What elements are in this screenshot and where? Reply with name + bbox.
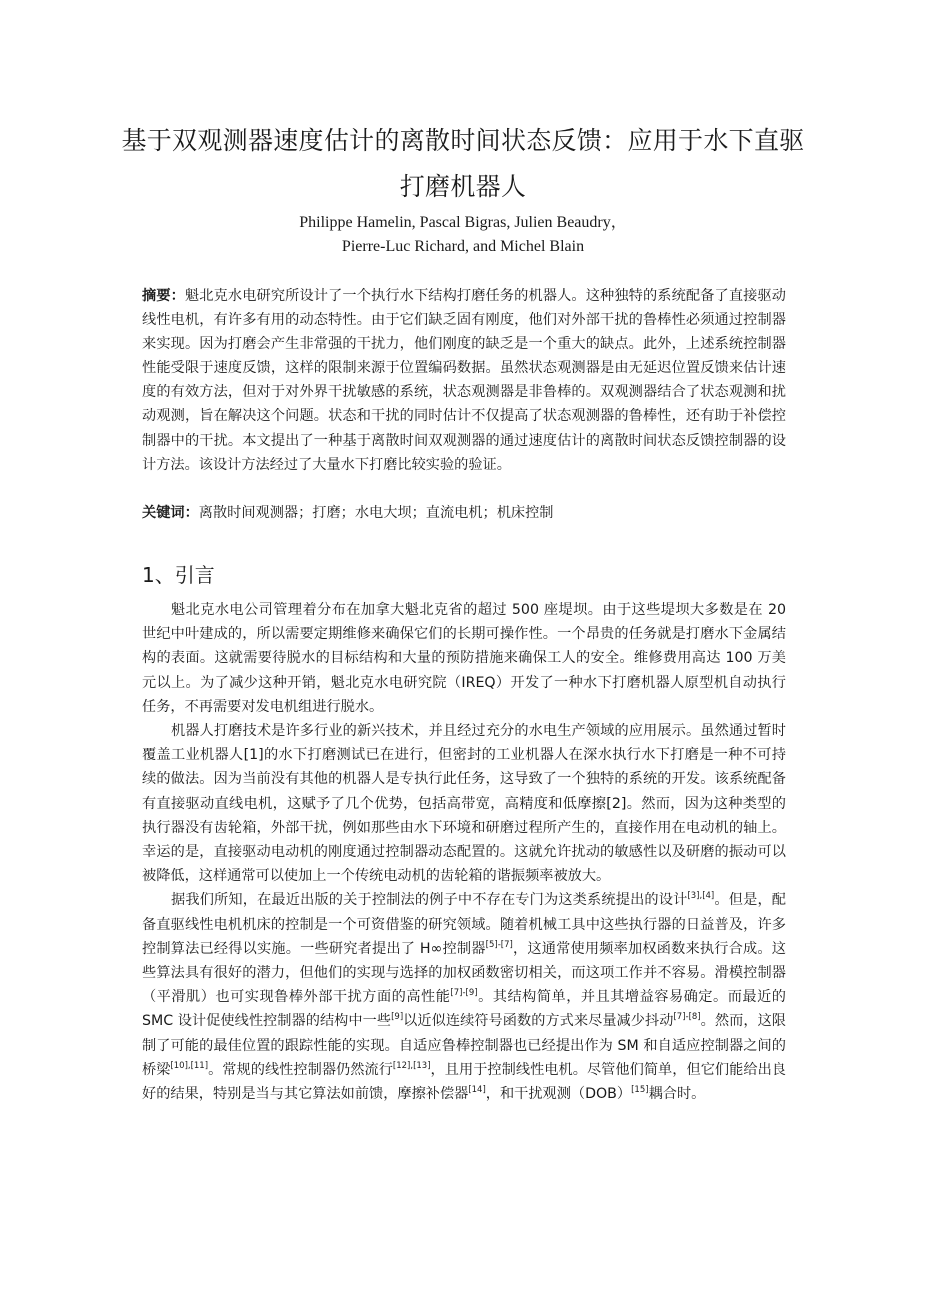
- citation: [14]: [468, 1085, 486, 1096]
- abstract: [142, 284, 786, 477]
- paragraph-2: 机器人打磨技术是许多行业的新兴技术，并且经过充分的水电生产领域的应用展示。虽然通过暂时覆盖工业机器人[1]的水下打磨测试已在进行，但密封的工业机器人在深水执行水下打磨是一种不可持续的做法。因为当前没有其他的机器人是专执行此任务，这导致了一个独特的系统的开发。该系统配备有直接驱动直线电机，这赋予了几个优势，包括高带宽，高精度和低摩擦[2]。然而，因为这种类型的执行器没有齿轮箱，外部干扰，例如那些由水下环境和研磨过程所产生的，直接作用在电动机的轴上。幸运的是，直接驱动电动机的刚度通过控制器动态配置的。这就允许扰动的敏感性以及研磨的振动可以被降低，这样通常可以使加上一个传统电动机的齿轮箱的谐振频率被放大。: [142, 723, 786, 885]
- author-line-2: Pierre-Luc Richard, and Michel Blain: [341, 238, 585, 255]
- citation: [7]-[9]: [450, 988, 478, 999]
- paragraph-3-text: 。然而，这限制了可能的最佳位置的跟踪性能的实现。自适应鲁棒控制器也已经提出作为 SM 和自适应控制器之间的桥梁: [142, 1013, 786, 1078]
- paragraph-1: 魁北克水电公司管理着分布在加拿大魁北克省的超过 500 座堤坝。由于这些堤坝大多数是在 20 世纪中叶建成的，所以需要定期维修来确保它们的长期可操作性。一个昂贵的任务就是打磨水下金属结构的表面。这就需要待脱水的目标结构和大量的预防措施来确保工人的安全。维修费用高达 100 万美元以上。为了减少这种开销，魁北克水电研究院（IREQ）开发了一种水下打磨机器人原型机自动执行任务，不再需要对发电机组进行脱水。: [142, 602, 786, 715]
- author-line-1: Philippe Hamelin, Pascal Bigras, Julien Beaudry，: [299, 214, 627, 231]
- paper-title: 基于双观测器速度估计的离散时间状态反馈：应用于水下直驱打磨机器人: [121, 126, 805, 201]
- introduction-body: [142, 598, 786, 1106]
- paragraph-3-text: ，这通常使用频率加权函数来执行合成。这些算法具有很好的潜力，但他们的实现与选择的加权函数密切相关，而这项工作并不容易。滑模控制器（平滑肌）也可实现鲁棒外部干扰方面的高性能: [142, 940, 786, 1006]
- citation: [3],[4]: [687, 891, 715, 902]
- author-list: [120, 211, 806, 259]
- paragraph-3-text: 。常规的线性控制器仍然流行: [208, 1061, 393, 1078]
- paragraph-3-text: 。但是，配备直驱线性电机机床的控制是一个可资借鉴的研究领域。随着机械工具中这些执行器的日益普及，许多控制算法已经得以实施。一些研究者提出了 H∞控制器: [142, 892, 786, 957]
- abstract-label: 摘要：: [142, 288, 185, 304]
- citation: [7]-[8]: [673, 1012, 701, 1023]
- abstract-text: 魁北克水电研究所设计了一个执行水下结构打磨任务的机器人。这种独特的系统配备了直接驱动线性电机，有许多有用的动态特性。由于它们缺乏固有刚度，他们对外部干扰的鲁棒性必须通过控制器来实现。因为打磨会产生非常强的干扰力，他们刚度的缺乏是一个重大的缺点。此外，上述系统控制器性能受限于速度反馈，这样的限制来源于位置编码数据。虽然状态观测器是由无延迟位置反馈来估计速度的有效方法，但对于对外界干扰敏感的系统，状态观测器是非鲁棒的。双观测器结合了状态观测和扰动观测，旨在解决这个问题。状态和干扰的同时估计不仅提高了状态观测器的鲁棒性，还有助于补偿控制器中的干扰。本文提出了一种基于离散时间双观测器的通过速度估计的离散时间状态反馈控制器的设计方法。该设计方法经过了大量水下打磨比较实验的验证。: [142, 288, 786, 473]
- keywords-label: 关键词：: [142, 505, 199, 521]
- paragraph-3-text: ，和干扰观测（DOB）: [485, 1086, 632, 1103]
- citation: [12],[13]: [392, 1060, 431, 1071]
- paragraph-3-text: ，且用于控制线性电机。尽管他们简单，但它们能给出良好的结果，特别是当与其它算法如前馈，摩擦补偿器: [142, 1061, 786, 1103]
- paragraph-3-text: 据我们所知，在最近出版的关于控制法的例子中不存在专门为这类系统提出的设计: [171, 892, 688, 909]
- citation: [9]: [391, 1012, 404, 1023]
- citation: [10],[11]: [170, 1060, 209, 1071]
- paragraph-3: [142, 888, 786, 1106]
- paragraph-3-text: 以近似连续符号函数的方式来尽量减少抖动: [403, 1013, 674, 1030]
- section-heading-introduction: 1、引言: [142, 563, 215, 587]
- paragraph-3-text: 耦合时。: [648, 1086, 706, 1103]
- citation: [15]: [631, 1085, 649, 1096]
- citation: [5]-[7]: [485, 939, 513, 950]
- keywords: [142, 501, 786, 525]
- paragraph-3-text: 。其结构简单，并且其增益容易确定。而最近的 SMC 设计促使线性控制器的结构中一些: [142, 989, 786, 1030]
- keywords-text: 离散时间观测器；打磨；水电大坝；直流电机；机床控制: [198, 505, 554, 521]
